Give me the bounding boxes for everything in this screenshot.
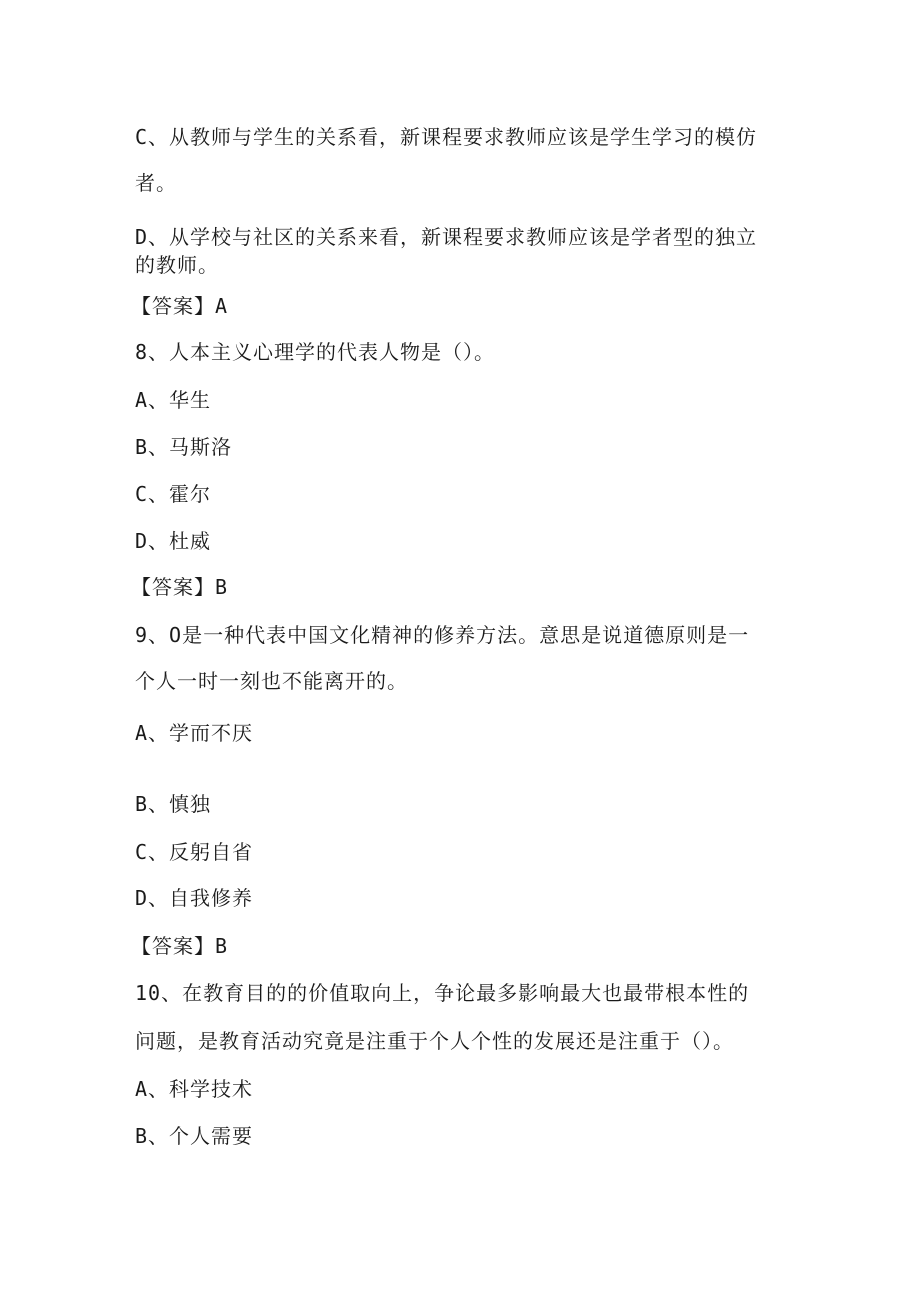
question-9-option-a: A、学而不厌 <box>135 721 254 745</box>
question-10-stem-line-1: 10、在教育目的的价值取向上，争论最多影响最大也最带根本性的 <box>135 981 750 1005</box>
question-9-stem-line-1: 9、O是一种代表中国文化精神的修养方法。意思是说道德原则是一 <box>135 623 750 647</box>
question-8-stem: 8、人本主义心理学的代表人物是（）。 <box>135 340 496 364</box>
question-10-option-b: B、个人需要 <box>135 1124 254 1148</box>
question-8-option-a: A、华生 <box>135 388 212 412</box>
question-9-answer: 【答案】B <box>131 934 229 958</box>
question-7-option-d-line-2: 的教师。 <box>135 253 219 277</box>
question-9-option-c: C、反躬自省 <box>135 840 254 864</box>
question-9-stem-line-2: 个人一时一刻也不能离开的。 <box>135 669 408 693</box>
question-8-option-c: C、霍尔 <box>135 482 212 506</box>
question-10-stem-line-2: 问题，是教育活动究竟是注重于个人个性的发展还是注重于（）。 <box>135 1029 734 1053</box>
question-7-option-d-line-1: D、从学校与社区的关系来看，新课程要求教师应该是学者型的独立 <box>135 225 758 249</box>
question-9-option-d: D、自我修养 <box>135 886 254 910</box>
question-8-option-b: B、马斯洛 <box>135 435 233 459</box>
question-7-answer: 【答案】A <box>131 294 229 318</box>
question-8-option-d: D、杜威 <box>135 529 212 553</box>
question-7-option-c-line-2: 者。 <box>135 171 177 195</box>
question-7-option-c-line-1: C、从教师与学生的关系看，新课程要求教师应该是学生学习的模仿 <box>135 125 758 149</box>
question-9-option-b: B、慎独 <box>135 792 212 816</box>
question-10-option-a: A、科学技术 <box>135 1077 254 1101</box>
question-8-answer: 【答案】B <box>131 575 229 599</box>
